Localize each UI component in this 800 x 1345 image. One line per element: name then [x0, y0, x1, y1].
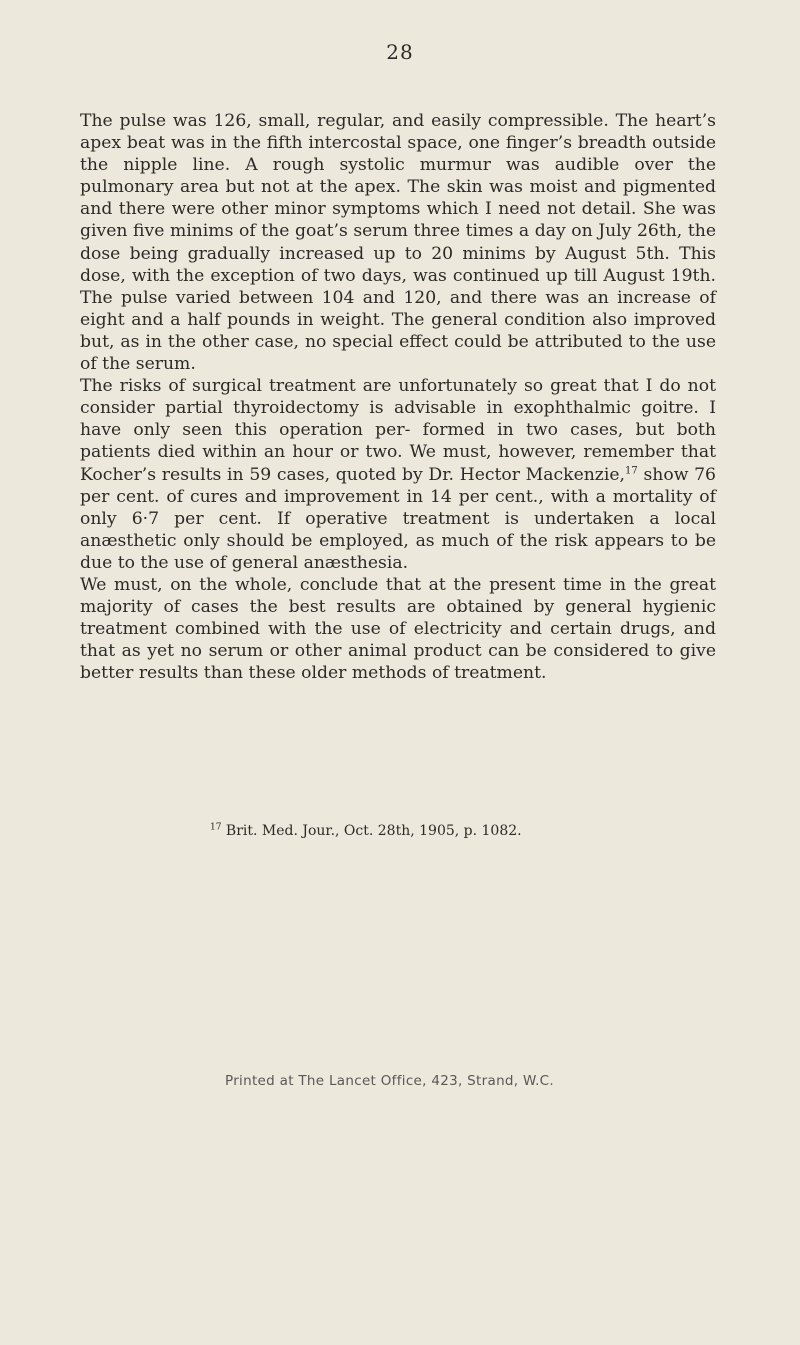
body-text [80, 110, 716, 684]
printer-imprint: Printed at The Lancet Office, 423, Strand, W.C. [225, 1073, 554, 1089]
paragraph-surgical-risks-text-b: show 76 per cent. of cures and improvement in 14 per cent., with a mortality of only 6·7 per cent. If operative treatment is undertaken a local anæsthetic only should be employed, as much of the risk appears to be due to the use of general anæsthesia. [80, 464, 716, 573]
footnote-text: Brit. Med. Jour., Oct. 28th, 1905, p. 1082. [221, 823, 522, 839]
page-number: 28 [386, 40, 414, 64]
paragraph-case-report: The pulse was 126, small, regular, and easily compressible. The heart’s apex beat was in the fifth intercostal space, one finger’s breadth outside the nipple line. A rough systolic murmur was audible over the pulmonary area but not at the apex. The skin was moist and pigmented and there were other minor symptoms which I need not detail. She was given five minims of the goat’s serum three times a day on July 26th, the dose being gradually increased up to 20 minims by August 5th. This dose, with the exception of two days, was continued up till August 19th. The pulse varied between 104 and 120, and there was an increase of eight and a half pounds in weight. The general condition also improved but, as in the other case, no special effect could be attributed to the use of the serum. [80, 111, 716, 375]
paragraph-surgical-risks-text-a: The risks of surgical treatment are unfortunately so great that I do not consider partial thyroidectomy is advisable in exophthalmic goitre. I have only seen this operation per- formed in two cases, but both patients died within an hour or two. We must, however, remember that Kocher’s results in 59 cases, quoted by Dr. Hector Mackenzie, [80, 376, 716, 485]
footnote-reference: 17 [625, 464, 638, 476]
paragraph-surgical-risks [80, 375, 716, 574]
footnote [210, 822, 770, 840]
footnote-marker: 17 [210, 822, 222, 833]
paragraph-conclusion: We must, on the whole, conclude that at the present time in the great majority of cases the best results are obtained by general hygienic treatment combined with the use of electricity and certain drugs, and that as yet no serum or other animal product can be considered to give better results than these older methods of treatment. [80, 574, 716, 684]
